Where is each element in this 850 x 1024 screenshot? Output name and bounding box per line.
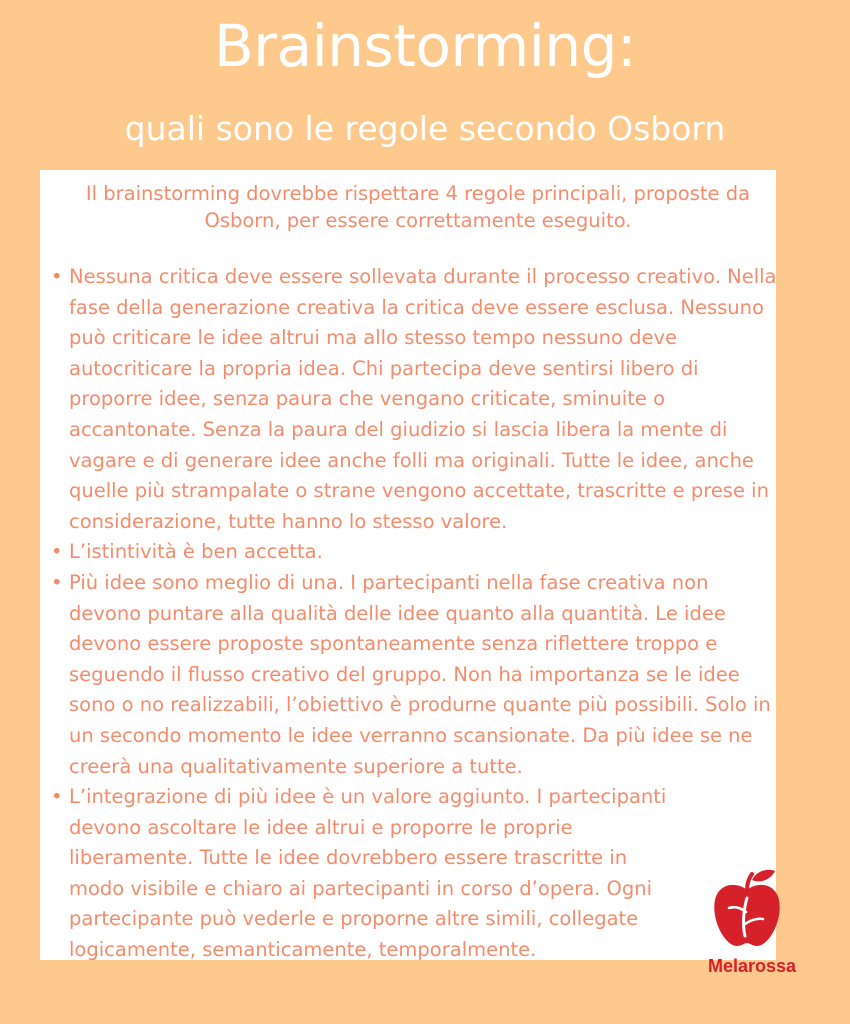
- bullet-icon: •: [51, 540, 63, 564]
- rule-text: L’istintività è ben accetta.: [69, 540, 323, 564]
- brand-logo: [697, 868, 815, 988]
- rules-list: [40, 262, 780, 966]
- rule-text: L’integrazione di più idee è un valore aggiunto. I partecipanti devono ascoltare le idee altrui e proporre le proprie liberamente. Tutte le idee dovrebbero essere trascritte in modo visibile e chiaro ai partecipanti in corso d’opera. Ogni partecipante può vederle e proporne altre simili, collegate logicamente, semanticamente, temporalmente.: [69, 785, 667, 962]
- rule-item: [40, 568, 780, 782]
- apple-icon: [711, 868, 783, 950]
- bullet-icon: •: [51, 570, 63, 594]
- page-subtitle: quali sono le regole secondo Osborn: [124, 109, 726, 148]
- bullet-icon: •: [51, 265, 63, 288]
- intro-text: Il brainstorming dovrebbe rispettare 4 regole principali, proposte da Osborn, per essere correttamente eseguito.: [85, 182, 751, 232]
- rule-item: [40, 537, 780, 568]
- page-title: Brainstorming:: [213, 12, 637, 80]
- brand-name: Melarossa: [707, 956, 797, 976]
- rule-item: [40, 782, 780, 966]
- content-card: [40, 170, 776, 960]
- rule-text: Più idee sono meglio di una. I partecipanti nella fase creativa non devono puntare alla qualità delle idee quanto alla quantità. Le idee devono essere proposte spontaneamente senza riflettere troppo e seguendo il flusso creativo del gruppo. Non ha importanza se le idee sono o no realizzabili, l’obiettivo è produrne quante più possibili. Solo in un secondo momento le idee verranno scansionate. Da più idee se ne creerà una qualitativamente superiore a tutte.: [69, 570, 771, 778]
- bullet-icon: •: [51, 785, 63, 809]
- rule-item: [40, 262, 780, 537]
- rule-text: Nessuna critica deve essere sollevata durante il processo creativo. Nella fase della generazione creativa la critica deve essere esclusa. Nessuno può criticare le idee altrui ma allo stesso tempo nessuno deve autocriticare la propria idea. Chi partecipa deve sentirsi libero di proporre idee, senza paura che vengano criticate, sminuite o accantonate. Senza la paura del giudizio si lascia libera la mente di vagare e di generare idee anche folli ma originali. Tutte le idee, anche quelle più strampalate o strane vengono accettate, trascritte e prese in considerazione, tutte hanno lo stesso valore.: [69, 265, 777, 533]
